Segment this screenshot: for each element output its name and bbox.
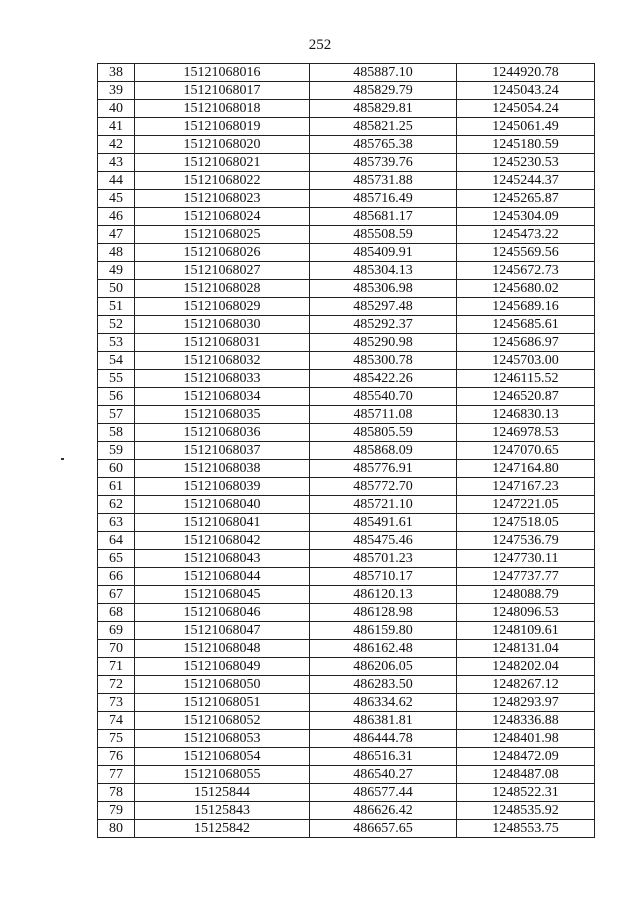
point-id-cell: 15121068023 [135, 190, 310, 208]
point-id-cell: 15121068030 [135, 316, 310, 334]
y-coordinate-cell: 1245244.37 [457, 172, 595, 190]
x-coordinate-cell: 485721.10 [310, 496, 457, 514]
table-row [98, 658, 595, 676]
y-coordinate-cell: 1248535.92 [457, 802, 595, 820]
table-row [98, 550, 595, 568]
row-number-cell: 42 [98, 136, 135, 154]
point-id-cell: 15121068049 [135, 658, 310, 676]
row-number-cell: 65 [98, 550, 135, 568]
table-row [98, 406, 595, 424]
x-coordinate-cell: 486577.44 [310, 784, 457, 802]
row-number-cell: 67 [98, 586, 135, 604]
row-number-cell: 55 [98, 370, 135, 388]
y-coordinate-cell: 1246830.13 [457, 406, 595, 424]
table-row [98, 64, 595, 82]
row-number-cell: 51 [98, 298, 135, 316]
table-row [98, 172, 595, 190]
row-number-cell: 58 [98, 424, 135, 442]
row-number-cell: 64 [98, 532, 135, 550]
stray-mark [61, 458, 64, 460]
x-coordinate-cell: 485805.59 [310, 424, 457, 442]
x-coordinate-cell: 485297.48 [310, 298, 457, 316]
y-coordinate-cell: 1247164.80 [457, 460, 595, 478]
table-row [98, 694, 595, 712]
y-coordinate-cell: 1248109.61 [457, 622, 595, 640]
row-number-cell: 52 [98, 316, 135, 334]
y-coordinate-cell: 1245685.61 [457, 316, 595, 334]
x-coordinate-cell: 485772.70 [310, 478, 457, 496]
row-number-cell: 70 [98, 640, 135, 658]
x-coordinate-cell: 485304.13 [310, 262, 457, 280]
row-number-cell: 69 [98, 622, 135, 640]
x-coordinate-cell: 485508.59 [310, 226, 457, 244]
row-number-cell: 62 [98, 496, 135, 514]
row-number-cell: 53 [98, 334, 135, 352]
y-coordinate-cell: 1246520.87 [457, 388, 595, 406]
x-coordinate-cell: 485711.08 [310, 406, 457, 424]
x-coordinate-cell: 486120.13 [310, 586, 457, 604]
y-coordinate-cell: 1245061.49 [457, 118, 595, 136]
row-number-cell: 78 [98, 784, 135, 802]
point-id-cell: 15121068048 [135, 640, 310, 658]
table-row [98, 460, 595, 478]
row-number-cell: 50 [98, 280, 135, 298]
table-row [98, 478, 595, 496]
y-coordinate-cell: 1246978.53 [457, 424, 595, 442]
y-coordinate-cell: 1245680.02 [457, 280, 595, 298]
x-coordinate-cell: 486128.98 [310, 604, 457, 622]
point-id-cell: 15125842 [135, 820, 310, 838]
row-number-cell: 47 [98, 226, 135, 244]
x-coordinate-cell: 485491.61 [310, 514, 457, 532]
y-coordinate-cell: 1247167.23 [457, 478, 595, 496]
y-coordinate-cell: 1245703.00 [457, 352, 595, 370]
point-id-cell: 15121068051 [135, 694, 310, 712]
row-number-cell: 59 [98, 442, 135, 460]
table-row [98, 604, 595, 622]
table-row [98, 442, 595, 460]
x-coordinate-cell: 485422.26 [310, 370, 457, 388]
row-number-cell: 44 [98, 172, 135, 190]
table-row [98, 388, 595, 406]
y-coordinate-cell: 1245043.24 [457, 82, 595, 100]
row-number-cell: 46 [98, 208, 135, 226]
point-id-cell: 15121068039 [135, 478, 310, 496]
x-coordinate-cell: 485306.98 [310, 280, 457, 298]
row-number-cell: 45 [98, 190, 135, 208]
x-coordinate-cell: 485829.81 [310, 100, 457, 118]
point-id-cell: 15121068020 [135, 136, 310, 154]
x-coordinate-cell: 485821.25 [310, 118, 457, 136]
row-number-cell: 71 [98, 658, 135, 676]
table-row [98, 208, 595, 226]
table-row [98, 730, 595, 748]
x-coordinate-cell: 485716.49 [310, 190, 457, 208]
y-coordinate-cell: 1245672.73 [457, 262, 595, 280]
table-row [98, 496, 595, 514]
x-coordinate-cell: 486540.27 [310, 766, 457, 784]
row-number-cell: 68 [98, 604, 135, 622]
table-row [98, 190, 595, 208]
table-row [98, 136, 595, 154]
x-coordinate-cell: 486159.80 [310, 622, 457, 640]
x-coordinate-cell: 486444.78 [310, 730, 457, 748]
x-coordinate-cell: 485731.88 [310, 172, 457, 190]
row-number-cell: 40 [98, 100, 135, 118]
x-coordinate-cell: 485300.78 [310, 352, 457, 370]
table-row [98, 622, 595, 640]
point-id-cell: 15121068033 [135, 370, 310, 388]
row-number-cell: 54 [98, 352, 135, 370]
row-number-cell: 76 [98, 748, 135, 766]
y-coordinate-cell: 1248472.09 [457, 748, 595, 766]
y-coordinate-cell: 1248336.88 [457, 712, 595, 730]
point-id-cell: 15121068031 [135, 334, 310, 352]
y-coordinate-cell: 1248522.31 [457, 784, 595, 802]
table-row [98, 370, 595, 388]
x-coordinate-cell: 485739.76 [310, 154, 457, 172]
y-coordinate-cell: 1248401.98 [457, 730, 595, 748]
coordinates-table [97, 63, 595, 838]
point-id-cell: 15121068053 [135, 730, 310, 748]
y-coordinate-cell: 1248553.75 [457, 820, 595, 838]
point-id-cell: 15121068055 [135, 766, 310, 784]
x-coordinate-cell: 486381.81 [310, 712, 457, 730]
x-coordinate-cell: 485710.17 [310, 568, 457, 586]
row-number-cell: 49 [98, 262, 135, 280]
table-row [98, 784, 595, 802]
page-number: 252 [308, 37, 332, 53]
row-number-cell: 79 [98, 802, 135, 820]
y-coordinate-cell: 1248096.53 [457, 604, 595, 622]
table-row [98, 82, 595, 100]
point-id-cell: 15121068027 [135, 262, 310, 280]
x-coordinate-cell: 485776.91 [310, 460, 457, 478]
point-id-cell: 15121068040 [135, 496, 310, 514]
table-row [98, 802, 595, 820]
y-coordinate-cell: 1246115.52 [457, 370, 595, 388]
point-id-cell: 15121068036 [135, 424, 310, 442]
point-id-cell: 15121068025 [135, 226, 310, 244]
x-coordinate-cell: 486206.05 [310, 658, 457, 676]
coordinates-table-body [98, 64, 595, 838]
y-coordinate-cell: 1245230.53 [457, 154, 595, 172]
y-coordinate-cell: 1248131.04 [457, 640, 595, 658]
table-row [98, 226, 595, 244]
point-id-cell: 15121068047 [135, 622, 310, 640]
y-coordinate-cell: 1245569.56 [457, 244, 595, 262]
point-id-cell: 15121068034 [135, 388, 310, 406]
row-number-cell: 48 [98, 244, 135, 262]
y-coordinate-cell: 1245689.16 [457, 298, 595, 316]
table-row [98, 316, 595, 334]
point-id-cell: 15121068028 [135, 280, 310, 298]
y-coordinate-cell: 1245473.22 [457, 226, 595, 244]
point-id-cell: 15121068054 [135, 748, 310, 766]
y-coordinate-cell: 1247518.05 [457, 514, 595, 532]
y-coordinate-cell: 1247221.05 [457, 496, 595, 514]
table-row [98, 712, 595, 730]
y-coordinate-cell: 1247730.11 [457, 550, 595, 568]
point-id-cell: 15121068052 [135, 712, 310, 730]
point-id-cell: 15125844 [135, 784, 310, 802]
x-coordinate-cell: 485290.98 [310, 334, 457, 352]
point-id-cell: 15121068026 [135, 244, 310, 262]
x-coordinate-cell: 485829.79 [310, 82, 457, 100]
row-number-cell: 74 [98, 712, 135, 730]
y-coordinate-cell: 1245265.87 [457, 190, 595, 208]
x-coordinate-cell: 485887.10 [310, 64, 457, 82]
point-id-cell: 15125843 [135, 802, 310, 820]
row-number-cell: 75 [98, 730, 135, 748]
row-number-cell: 80 [98, 820, 135, 838]
table-row [98, 640, 595, 658]
point-id-cell: 15121068032 [135, 352, 310, 370]
table-row [98, 514, 595, 532]
y-coordinate-cell: 1245304.09 [457, 208, 595, 226]
table-row [98, 352, 595, 370]
point-id-cell: 15121068043 [135, 550, 310, 568]
x-coordinate-cell: 486657.65 [310, 820, 457, 838]
point-id-cell: 15121068046 [135, 604, 310, 622]
y-coordinate-cell: 1248267.12 [457, 676, 595, 694]
x-coordinate-cell: 485409.91 [310, 244, 457, 262]
point-id-cell: 15121068038 [135, 460, 310, 478]
row-number-cell: 66 [98, 568, 135, 586]
point-id-cell: 15121068035 [135, 406, 310, 424]
row-number-cell: 73 [98, 694, 135, 712]
point-id-cell: 15121068037 [135, 442, 310, 460]
table-row [98, 532, 595, 550]
y-coordinate-cell: 1247536.79 [457, 532, 595, 550]
row-number-cell: 60 [98, 460, 135, 478]
x-coordinate-cell: 485701.23 [310, 550, 457, 568]
x-coordinate-cell: 486283.50 [310, 676, 457, 694]
row-number-cell: 72 [98, 676, 135, 694]
point-id-cell: 15121068017 [135, 82, 310, 100]
x-coordinate-cell: 486162.48 [310, 640, 457, 658]
table-row [98, 262, 595, 280]
row-number-cell: 39 [98, 82, 135, 100]
table-row [98, 766, 595, 784]
row-number-cell: 56 [98, 388, 135, 406]
table-row [98, 586, 595, 604]
y-coordinate-cell: 1248088.79 [457, 586, 595, 604]
x-coordinate-cell: 486516.31 [310, 748, 457, 766]
table-row [98, 676, 595, 694]
table-row [98, 244, 595, 262]
y-coordinate-cell: 1245180.59 [457, 136, 595, 154]
table-row [98, 298, 595, 316]
point-id-cell: 15121068022 [135, 172, 310, 190]
point-id-cell: 15121068041 [135, 514, 310, 532]
x-coordinate-cell: 485868.09 [310, 442, 457, 460]
y-coordinate-cell: 1248487.08 [457, 766, 595, 784]
table-row [98, 568, 595, 586]
x-coordinate-cell: 485540.70 [310, 388, 457, 406]
row-number-cell: 41 [98, 118, 135, 136]
row-number-cell: 63 [98, 514, 135, 532]
point-id-cell: 15121068029 [135, 298, 310, 316]
point-id-cell: 15121068050 [135, 676, 310, 694]
x-coordinate-cell: 485292.37 [310, 316, 457, 334]
point-id-cell: 15121068044 [135, 568, 310, 586]
point-id-cell: 15121068018 [135, 100, 310, 118]
table-row [98, 820, 595, 838]
point-id-cell: 15121068024 [135, 208, 310, 226]
table-row [98, 748, 595, 766]
y-coordinate-cell: 1247737.77 [457, 568, 595, 586]
y-coordinate-cell: 1247070.65 [457, 442, 595, 460]
row-number-cell: 57 [98, 406, 135, 424]
point-id-cell: 15121068045 [135, 586, 310, 604]
table-row [98, 334, 595, 352]
row-number-cell: 61 [98, 478, 135, 496]
x-coordinate-cell: 486626.42 [310, 802, 457, 820]
y-coordinate-cell: 1248293.97 [457, 694, 595, 712]
y-coordinate-cell: 1245686.97 [457, 334, 595, 352]
point-id-cell: 15121068021 [135, 154, 310, 172]
x-coordinate-cell: 485765.38 [310, 136, 457, 154]
row-number-cell: 77 [98, 766, 135, 784]
table-row [98, 280, 595, 298]
table-row [98, 424, 595, 442]
y-coordinate-cell: 1244920.78 [457, 64, 595, 82]
table-row [98, 118, 595, 136]
x-coordinate-cell: 485681.17 [310, 208, 457, 226]
y-coordinate-cell: 1248202.04 [457, 658, 595, 676]
table-row [98, 154, 595, 172]
point-id-cell: 15121068042 [135, 532, 310, 550]
row-number-cell: 43 [98, 154, 135, 172]
x-coordinate-cell: 486334.62 [310, 694, 457, 712]
y-coordinate-cell: 1245054.24 [457, 100, 595, 118]
table-row [98, 100, 595, 118]
point-id-cell: 15121068016 [135, 64, 310, 82]
x-coordinate-cell: 485475.46 [310, 532, 457, 550]
point-id-cell: 15121068019 [135, 118, 310, 136]
row-number-cell: 38 [98, 64, 135, 82]
